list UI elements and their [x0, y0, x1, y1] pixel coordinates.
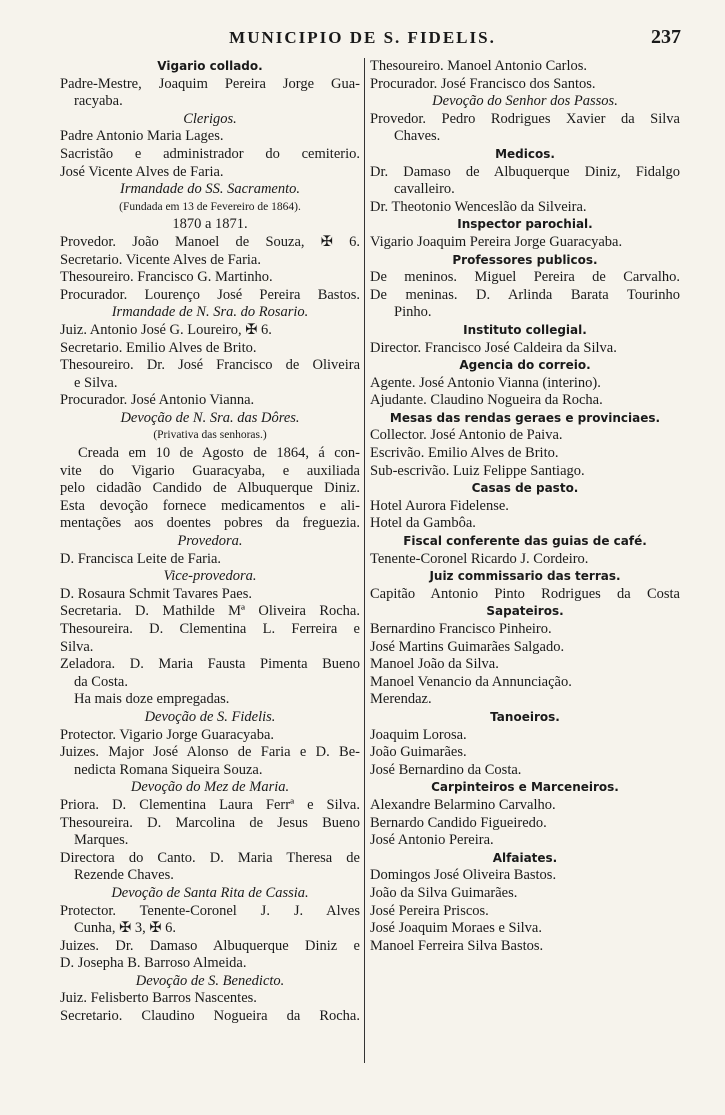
section-heading: Devoção do Senhor dos Passos. — [432, 93, 618, 110]
text-line: Ha mais doze empregadas. — [74, 691, 230, 708]
section-heading: Instituto collegial. — [463, 322, 587, 337]
text-line: Chaves. — [394, 128, 441, 145]
text-line: Bernardo Candido Figueiredo. — [370, 814, 547, 831]
text-line: Director. Francisco José Caldeira da Silva. — [370, 339, 617, 356]
text-line: Capitão Antonio Pinto Rodrigues da Costa — [370, 585, 680, 602]
text-line: Padre Antonio Maria Lages. — [60, 128, 224, 145]
section-heading: Devoção de N. Sra. das Dôres. — [120, 409, 300, 426]
text-line: Esta devoção fornece medicamentos e ali- — [60, 497, 360, 514]
text-line: Joaquim Lorosa. — [370, 726, 467, 743]
text-line: De meninos. Miguel Pereira de Carvalho. — [370, 269, 680, 286]
right-column — [370, 58, 680, 955]
text-line: Sacristão e administrador do cemiterio. — [60, 145, 360, 162]
text-line: Protector. Tenente-Coronel J. J. Alves — [60, 902, 360, 919]
section-heading: Irmandade de N. Sra. do Rosario. — [111, 304, 309, 321]
text-line: Zeladora. D. Maria Fausta Pimenta Bueno — [60, 656, 360, 673]
text-line: Collector. José Antonio de Paiva. — [370, 427, 563, 444]
text-line: Procurador. Lourenço José Pereira Bastos. — [60, 286, 360, 303]
section-heading: Tanoeiros. — [490, 709, 560, 724]
text-line: Alexandre Belarmino Carvalho. — [370, 796, 556, 813]
section-heading: Alfaiates. — [492, 850, 558, 865]
text-line: Dr. Damaso de Albuquerque Diniz, Fidalgo — [370, 163, 680, 180]
text-line: (Privativa das senhoras.) — [153, 429, 267, 442]
text-line: Manoel João da Silva. — [370, 656, 499, 673]
section-heading: Medicos. — [495, 146, 555, 161]
text-line: Juizes. Major José Alonso de Faria e D. Be- — [60, 744, 360, 761]
text-line: Secretario. Emilio Alves de Brito. — [60, 339, 257, 356]
section-heading: Agencia do correio. — [459, 358, 591, 373]
text-line: José Pereira Priscos. — [370, 902, 489, 919]
text-line: Juiz. Antonio José G. Loureiro, ✠ 6. — [60, 321, 272, 338]
text-line: Silva. — [60, 638, 94, 655]
text-line: e Silva. — [74, 374, 118, 391]
section-heading: Irmandade do SS. Sacramento. — [119, 181, 301, 198]
text-line: D. Josepha B. Barroso Almeida. — [60, 955, 247, 972]
text-line: Vigario Joaquim Pereira Jorge Guaracyaba. — [370, 233, 623, 250]
text-line: Domingos José Oliveira Bastos. — [370, 867, 557, 884]
text-line: José Martins Guimarães Salgado. — [370, 638, 565, 655]
text-line: Juiz. Felisberto Barros Nascentes. — [60, 990, 257, 1007]
text-line: Bernardino Francisco Pinheiro. — [370, 621, 552, 637]
text-line: Tenente-Coronel Ricardo J. Cordeiro. — [370, 550, 589, 567]
text-line: João da Silva Guimarães. — [370, 884, 518, 901]
text-line: racyaba. — [74, 93, 123, 110]
section-heading: Carpinteiros e Marceneiros. — [431, 780, 619, 795]
text-line: João Guimarães. — [370, 744, 467, 761]
text-line: mentações aos doentes pobres da freguezia. — [60, 515, 360, 532]
text-line: Thesoureiro. Dr. José Francisco de Oliveira — [60, 357, 360, 374]
section-heading: Clerigos. — [183, 110, 237, 127]
text-line: José Vicente Alves de Faria. — [60, 163, 224, 180]
text-line: Dr. Theotonio Wenceslão da Silveira. — [370, 198, 587, 215]
text-line: Protector. Vigario Jorge Guaracyaba. — [60, 726, 275, 743]
text-line: Manoel Ferreira Silva Bastos. — [370, 937, 544, 954]
section-heading: Juiz commissario das terras. — [429, 569, 621, 584]
section-heading: Devoção de Santa Rita de Cassia. — [111, 884, 309, 901]
text-line: Padre-Mestre, Joaquim Pereira Jorge Gua- — [60, 75, 360, 92]
text-line: Secretario. Vicente Alves de Faria. — [60, 251, 261, 268]
text-line: cavalleiro. — [394, 181, 455, 198]
text-line: D. Rosaura Schmit Tavares Paes. — [60, 585, 253, 602]
column-divider — [364, 58, 365, 1063]
section-heading: Fiscal conferente das guias de café. — [403, 534, 647, 549]
text-line: Juizes. Dr. Damaso Albuquerque Diniz e — [60, 937, 360, 954]
text-line: Hotel Aurora Fidelense. — [370, 497, 509, 514]
text-line: 1870 a 1871. — [172, 216, 248, 233]
text-line: De meninas. D. Arlinda Barata Tourinho — [370, 286, 680, 303]
text-line: Manoel Venancio da Annunciação. — [370, 673, 572, 690]
text-line: Thesoureira. D. Clementina L. Ferreira e — [60, 621, 360, 637]
section-heading: Casas de pasto. — [471, 481, 579, 496]
text-line: Provedor. João Manoel de Souza, ✠ 6. — [60, 233, 360, 250]
text-line: Priora. D. Clementina Laura Ferrª e Silva. — [60, 796, 360, 813]
section-heading: Devoção de S. Fidelis. — [144, 708, 276, 725]
text-line: Merendaz. — [370, 691, 432, 708]
page-number: 237 — [651, 26, 681, 48]
text-line: José Bernardino da Costa. — [370, 761, 522, 778]
text-line: Hotel da Gambôa. — [370, 515, 476, 532]
text-line: nedicta Romana Siqueira Souza. — [74, 761, 263, 778]
section-heading: Inspector parochial. — [457, 217, 593, 232]
text-line: Escrivão. Emilio Alves de Brito. — [370, 445, 559, 462]
left-column — [60, 58, 360, 1026]
text-line: Pinho. — [394, 304, 432, 321]
section-heading: Sapateiros. — [486, 604, 564, 619]
text-line: da Costa. — [74, 673, 128, 690]
text-line: Thesoureiro. Francisco G. Martinho. — [60, 269, 273, 286]
text-line: Rezende Chaves. — [74, 867, 174, 884]
text-line: Thesoureira. D. Marcolina de Jesus Bueno — [60, 814, 360, 831]
text-line: vite do Vigario Guaracyaba, e auxiliada — [60, 462, 360, 479]
text-line: Procurador. José Antonio Vianna. — [60, 392, 255, 409]
page-header — [0, 28, 725, 54]
section-heading: Provedora. — [177, 533, 243, 550]
section-heading: Mesas das rendas geraes e provinciaes. — [389, 410, 661, 425]
text-line: Thesoureiro. Manoel Antonio Carlos. — [370, 58, 588, 74]
text-line: Secretaria. D. Mathilde Mª Oliveira Rocha. — [60, 603, 360, 620]
text-line: Ajudante. Claudino Nogueira da Rocha. — [370, 392, 603, 409]
section-heading: Vice-provedora. — [163, 568, 257, 585]
text-line: Cunha, ✠ 3, ✠ 6. — [74, 920, 177, 937]
text-line: D. Francisca Leite de Faria. — [60, 550, 222, 567]
section-heading: Devoção do Mez de Maria. — [130, 779, 290, 796]
page-title: MUNICIPIO DE S. FIDELIS. — [229, 28, 496, 47]
text-line: Marques. — [74, 832, 129, 849]
text-line: pelo cidadão Candido de Albuquerque Diniz. — [60, 480, 360, 497]
text-line: (Fundada em 13 de Fevereiro de 1864). — [119, 200, 301, 213]
text-line: Provedor. Pedro Rodrigues Xavier da Silva — [370, 110, 680, 127]
text-line: Directora do Canto. D. Maria Theresa de — [60, 849, 360, 866]
text-line: Procurador. José Francisco dos Santos. — [370, 75, 596, 92]
text-line: Creada em 10 de Agosto de 1864, á con- — [78, 445, 360, 462]
text-line: Agente. José Antonio Vianna (interino). — [370, 374, 601, 391]
section-heading: Vigario collado. — [157, 59, 263, 73]
section-heading: Devoção de S. Benedicto. — [135, 972, 285, 989]
text-line: José Antonio Pereira. — [370, 832, 494, 849]
section-heading: Professores publicos. — [452, 252, 598, 267]
text-line: Secretario. Claudino Nogueira da Rocha. — [60, 1008, 360, 1025]
text-line: José Joaquim Moraes e Silva. — [370, 920, 542, 937]
text-line: Sub-escrivão. Luiz Felippe Santiago. — [370, 462, 585, 479]
